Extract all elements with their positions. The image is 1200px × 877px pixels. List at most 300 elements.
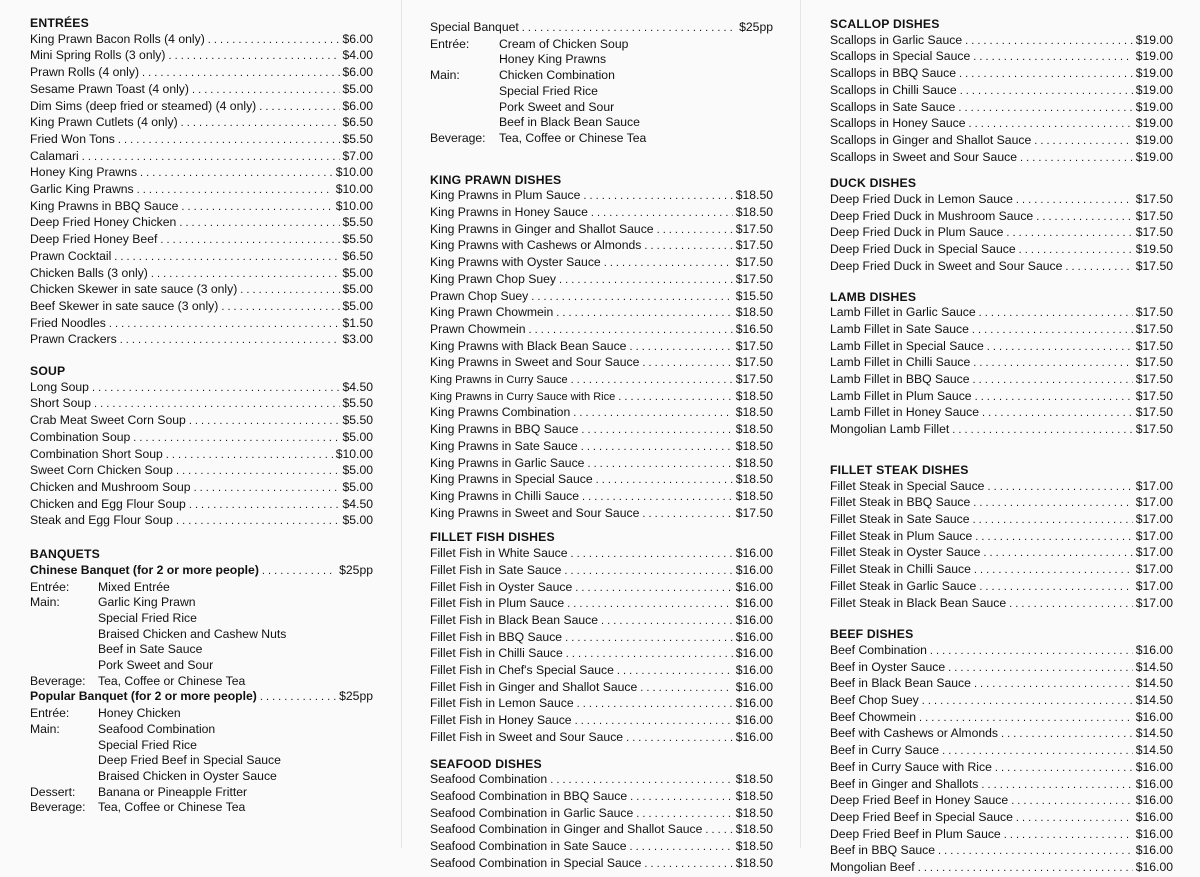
dot-leader (657, 223, 733, 239)
dot-leader (1065, 260, 1132, 276)
menu-item-price: $17.50 (735, 372, 773, 387)
banquet-header (30, 689, 373, 706)
dot-leader (591, 206, 733, 222)
menu-item-price: $16.00 (1135, 826, 1173, 841)
menu-item-name: Prawn Rolls (4 only) (30, 65, 140, 80)
dot-leader (601, 614, 733, 630)
menu-item-name: King Prawns in Chilli Sauce (430, 488, 580, 503)
course-label: Entrée: (430, 36, 470, 51)
menu-item (30, 149, 373, 166)
menu-item-price: $10.00 (335, 182, 373, 197)
menu-item (830, 372, 1173, 389)
menu-item-name: Lamb Fillet in Sate Sauce (830, 321, 969, 336)
menu-item-name: Fried Won Tons (30, 131, 115, 146)
menu-item-name: King Prawns with Oyster Sauce (430, 255, 601, 270)
course-label: Dessert: (30, 784, 76, 799)
menu-item-name: Scallops in Sweet and Sour Sauce (830, 149, 1017, 164)
banquet-name: Special Banquet (430, 20, 519, 34)
menu-item-price: $19.00 (1135, 49, 1173, 64)
dot-leader (975, 530, 1132, 546)
banquet-course (30, 722, 373, 738)
menu-item (430, 713, 773, 730)
section-title: FILLET STEAK DISHES (830, 462, 969, 477)
dot-leader (221, 300, 339, 316)
menu-item (830, 305, 1173, 322)
menu-item-name: Scallops in Sate Sauce (830, 99, 956, 114)
menu-item (430, 839, 773, 856)
menu-item-price: $17.50 (735, 355, 773, 370)
menu-item-price: $14.50 (1135, 743, 1173, 758)
menu-item-name: Chicken and Mushroom Soup (30, 479, 191, 494)
menu-item-price: $4.50 (342, 496, 373, 511)
menu-item (830, 150, 1173, 167)
dot-leader (952, 423, 1132, 439)
menu-item-price: $18.50 (735, 422, 773, 437)
menu-item (830, 405, 1173, 422)
menu-item (830, 693, 1173, 710)
menu-item-price: $5.50 (342, 413, 373, 428)
menu-item (30, 266, 373, 283)
banquet-header (30, 563, 373, 580)
course-label: Beverage: (430, 130, 486, 145)
course-item: Braised Chicken in Oyster Sauce (98, 768, 277, 783)
menu-item-name: Fillet Fish in Honey Sauce (430, 713, 572, 728)
menu-item (830, 339, 1173, 356)
dot-leader (142, 66, 339, 82)
section-scallop (830, 17, 1173, 166)
menu-item-price: $18.50 (735, 855, 773, 870)
section-title: KING PRAWN DISHES (430, 172, 562, 187)
menu-item-name: Combination Short Soup (30, 446, 163, 461)
menu-item-name: Sesame Prawn Toast (4 only) (30, 81, 189, 96)
dot-leader (118, 133, 340, 149)
menu-item-price: $17.50 (1135, 258, 1173, 273)
dot-leader (522, 21, 736, 37)
dot-leader (1016, 193, 1133, 209)
menu-item (30, 413, 373, 430)
menu-item-price: $6.00 (342, 98, 373, 113)
banquet-course (430, 52, 773, 68)
dot-leader (176, 464, 340, 480)
menu-list (830, 305, 1173, 439)
dot-leader (260, 690, 336, 706)
menu-item (30, 232, 373, 249)
menu-item-price: $17.00 (1135, 511, 1173, 526)
dot-leader (630, 790, 733, 806)
menu-item (30, 249, 373, 266)
menu-item-price: $17.50 (1135, 355, 1173, 370)
course-label: Main: (430, 68, 460, 83)
dot-leader (982, 406, 1133, 422)
dot-leader (137, 183, 333, 199)
menu-item (30, 32, 373, 49)
menu-item (430, 422, 773, 439)
banquet-course (30, 785, 373, 801)
menu-list (830, 192, 1173, 276)
menu-list (830, 643, 1173, 877)
dot-leader (94, 397, 340, 413)
menu-item-name: King Prawns with Cashews or Almonds (430, 238, 642, 253)
dot-leader (948, 661, 1133, 677)
menu-item (830, 225, 1173, 242)
menu-item (430, 188, 773, 205)
menu-item-price: $16.00 (735, 562, 773, 577)
course-item: Braised Chicken and Cashew Nuts (98, 626, 287, 641)
dot-leader (160, 233, 339, 249)
menu-item-name: Beef in Oyster Sauce (830, 659, 946, 674)
banquet-course (30, 611, 373, 627)
dot-leader (529, 323, 733, 339)
menu-item-name: Fillet Steak in BBQ Sauce (830, 495, 971, 510)
menu-list (30, 380, 373, 530)
menu-item-name: King Prawn Cutlets (4 only) (30, 115, 178, 130)
dot-leader (604, 256, 733, 272)
menu-item (430, 289, 773, 306)
menu-item-name: Scallops in BBQ Sauce (830, 66, 957, 81)
menu-item (830, 760, 1173, 777)
menu-item (30, 165, 373, 182)
course-item: Beef in Sate Sauce (98, 642, 203, 657)
dot-leader (189, 498, 340, 514)
course-item: Pork Sweet and Sour (499, 99, 615, 114)
dot-leader (618, 390, 732, 406)
menu-item (830, 242, 1173, 259)
menu-item (830, 479, 1173, 496)
menu-item-name: Scallops in Special Sauce (830, 49, 971, 64)
menu-item-name: King Prawns in Sweet and Sour Sauce (430, 505, 640, 520)
dot-leader (581, 440, 733, 456)
course-label: Main: (30, 595, 60, 610)
menu-item-price: $18.50 (735, 188, 773, 203)
menu-item-name: Lamb Fillet in Special Sauce (830, 338, 984, 353)
menu-item-price: $16.00 (735, 646, 773, 661)
dot-leader (176, 514, 340, 530)
banquet-header (430, 20, 773, 37)
course-label: Beverage: (30, 673, 86, 688)
dot-leader (575, 714, 733, 730)
menu-item-name: King Prawn Chop Suey (430, 271, 557, 286)
menu-item (830, 495, 1173, 512)
dot-leader (974, 677, 1133, 693)
menu-item-name: Deep Fried Duck in Sweet and Sour Sauce (830, 258, 1063, 273)
menu-item (830, 676, 1173, 693)
dot-leader (987, 340, 1133, 356)
menu-item-price: $18.50 (735, 438, 773, 453)
banquet-course (430, 68, 773, 84)
menu-item-name: Deep Fried Beef in Plum Sauce (830, 826, 1001, 841)
menu-item (830, 389, 1173, 406)
menu-item (830, 596, 1173, 613)
dot-leader (973, 373, 1133, 389)
menu-item-name: Chicken Skewer in sate sauce (3 only) (30, 282, 238, 297)
menu-item-name: Beef in Ginger and Shallots (830, 776, 979, 791)
banquet-price: $25pp (739, 20, 773, 34)
menu-list (830, 479, 1173, 613)
dot-leader (583, 189, 732, 205)
menu-item-name: Fillet Steak in Chilli Sauce (830, 562, 971, 577)
menu-item-price: $16.00 (735, 596, 773, 611)
dot-leader (981, 778, 1132, 794)
dot-leader (959, 67, 1133, 83)
menu-item-name: Deep Fried Honey Chicken (30, 215, 177, 230)
menu-item-price: $18.50 (735, 805, 773, 820)
menu-item-name: Sweet Corn Chicken Soup (30, 463, 173, 478)
menu-item-name: Dim Sims (deep fried or steamed) (4 only) (30, 98, 257, 113)
menu-item-price: $17.50 (735, 238, 773, 253)
section-seafood (430, 757, 773, 873)
fold-line (401, 0, 402, 848)
menu-item (430, 489, 773, 506)
menu-item (430, 596, 773, 613)
banquet-course (30, 769, 373, 785)
menu-item-price: $14.50 (1135, 726, 1173, 741)
menu-item-price: $5.00 (342, 429, 373, 444)
menu-item-price: $17.50 (735, 505, 773, 520)
course-item: Pork Sweet and Sour (98, 658, 214, 673)
menu-item-name: Seafood Combination in BBQ Sauce (430, 788, 628, 803)
menu-item (830, 827, 1173, 844)
dot-leader (550, 773, 733, 789)
menu-item-price: $5.50 (342, 396, 373, 411)
menu-item (430, 822, 773, 839)
menu-item-price: $17.50 (735, 255, 773, 270)
course-item: Honey King Prawns (499, 52, 607, 67)
menu-item-name: King Prawn Bacon Rolls (4 only) (30, 31, 205, 46)
section-entrees (30, 16, 373, 349)
menu-item-price: $3.00 (342, 332, 373, 347)
dot-leader (636, 807, 732, 823)
menu-item (430, 355, 773, 372)
dot-leader (995, 761, 1133, 777)
menu-item-name: Beef Chop Suey (830, 693, 919, 708)
menu-item-name: Prawn Cocktail (30, 248, 112, 263)
menu-item-name: Fillet Fish in Sweet and Sour Sauce (430, 729, 624, 744)
dot-leader (166, 448, 333, 464)
menu-item-name: Garlic King Prawns (30, 182, 134, 197)
menu-item-name: Mongolian Lamb Fillet (830, 422, 950, 437)
dot-leader (629, 340, 732, 356)
dot-leader (644, 857, 732, 873)
menu-item-name: King Prawns in Special Sauce (430, 472, 593, 487)
menu-item-name: Fillet Steak in Garlic Sauce (830, 578, 977, 593)
menu-item (430, 305, 773, 322)
menu-item-name: Prawn Crackers (30, 332, 117, 347)
menu-item (30, 282, 373, 299)
banquet-course (30, 595, 373, 611)
dot-leader (617, 664, 733, 680)
menu-item-name: Fried Noodles (30, 315, 106, 330)
menu-item (430, 680, 773, 697)
menu-item-price: $5.50 (342, 215, 373, 230)
menu-item (30, 430, 373, 447)
dot-leader (140, 166, 333, 182)
menu-item (430, 730, 773, 747)
menu-item-name: King Prawns in Sweet and Sour Sauce (430, 355, 640, 370)
section-special-banquet (430, 20, 773, 147)
section-soup (30, 364, 373, 530)
menu-item-price: $16.00 (735, 612, 773, 627)
dot-leader (559, 273, 733, 289)
dot-leader (92, 381, 340, 397)
course-item: Cream of Chicken Soup (499, 36, 629, 51)
menu-item-price: $17.50 (1135, 405, 1173, 420)
menu-item-name: King Prawns in Plum Sauce (430, 188, 581, 203)
course-item: Tea, Coffee or Chinese Tea (98, 800, 246, 815)
menu-item-name: King Prawns with Black Bean Sauce (430, 338, 627, 353)
menu-item (830, 512, 1173, 529)
dot-leader (973, 356, 1133, 372)
menu-item (430, 439, 773, 456)
dot-leader (114, 250, 339, 266)
menu-item-name: King Prawn Chowmein (430, 305, 554, 320)
menu-item-price: $5.00 (342, 463, 373, 478)
menu-item-price: $16.00 (735, 713, 773, 728)
banquet-price: $25pp (339, 689, 373, 704)
menu-item (430, 772, 773, 789)
menu-item-price: $17.00 (1135, 495, 1173, 510)
menu-item-price: $18.50 (735, 822, 773, 837)
menu-item (430, 339, 773, 356)
dot-leader (1009, 597, 1133, 613)
menu-item (30, 316, 373, 333)
section-title: SCALLOP DISHES (830, 17, 940, 31)
section-beef (830, 627, 1173, 877)
menu-item-price: $10.00 (335, 446, 373, 461)
course-item: Mixed Entrée (98, 579, 170, 594)
menu-item (830, 116, 1173, 133)
banquet-course (430, 100, 773, 116)
dot-leader (573, 406, 732, 422)
menu-item-price: $17.50 (1135, 305, 1173, 320)
menu-item-name: Fillet Fish in Plum Sauce (430, 596, 565, 611)
banquet-course (30, 642, 373, 658)
menu-item-price: $17.50 (1135, 321, 1173, 336)
section-title: BEEF DISHES (830, 627, 914, 642)
menu-item (830, 810, 1173, 827)
menu-item (430, 806, 773, 823)
dot-leader (983, 546, 1132, 562)
menu-item (30, 480, 373, 497)
course-item: Special Fried Rice (499, 83, 598, 98)
menu-item (830, 133, 1173, 150)
fold-line (800, 0, 801, 848)
menu-item (430, 789, 773, 806)
menu-item-name: Fillet Fish in Oyster Sauce (430, 579, 573, 594)
menu-item-price: $17.50 (1135, 422, 1173, 437)
menu-item-name: Calamari (30, 148, 79, 163)
menu-item-name: King Prawns in Ginger and Shallot Sauce (430, 221, 654, 236)
menu-item-name: Beef Skewer in sate sauce (3 only) (30, 298, 219, 313)
menu-list (830, 33, 1173, 167)
menu-item-name: Chicken and Egg Flour Soup (30, 496, 186, 511)
dot-leader (133, 431, 339, 447)
menu-item (830, 100, 1173, 117)
dot-leader (1001, 727, 1133, 743)
menu-item-name: Seafood Combination in Ginger and Shallot Sauce (430, 822, 703, 837)
menu-item-price: $5.00 (342, 282, 373, 297)
menu-item (30, 215, 373, 232)
dot-leader (973, 513, 1133, 529)
menu-item-name: Steak and Egg Flour Soup (30, 513, 173, 528)
course-item: Deep Fried Beef in Special Sauce (98, 753, 281, 768)
course-label: Main: (30, 721, 60, 736)
menu-item-price: $16.50 (735, 321, 773, 336)
menu-item-price: $17.00 (1135, 595, 1173, 610)
menu-item-price: $16.00 (735, 546, 773, 561)
menu-item-name: Beef in Curry Sauce (830, 743, 940, 758)
menu-item (30, 182, 373, 199)
dot-leader (259, 100, 339, 116)
dot-leader (181, 200, 332, 216)
course-item: Seafood Combination (98, 721, 216, 736)
dot-leader (192, 83, 340, 99)
menu-item-price: $17.50 (735, 338, 773, 353)
section-fillet-fish (430, 530, 773, 746)
banquet-course (430, 131, 773, 147)
menu-item (830, 643, 1173, 660)
dot-leader (975, 390, 1133, 406)
menu-item-name: Long Soup (30, 379, 89, 394)
menu-item-name: Fillet Fish in White Sauce (430, 546, 568, 561)
menu-item (430, 255, 773, 272)
dot-leader (642, 356, 732, 372)
menu-item-price: $16.00 (735, 679, 773, 694)
menu-item-name: Fillet Steak in Sate Sauce (830, 511, 970, 526)
menu-item (830, 710, 1173, 727)
dot-leader (208, 33, 340, 49)
section-title: LAMB DISHES (830, 289, 917, 304)
menu-item (830, 259, 1173, 276)
menu-item-price: $17.00 (1135, 528, 1173, 543)
menu-item-price: $18.50 (735, 472, 773, 487)
course-item: Special Fried Rice (98, 737, 197, 752)
menu-item-price: $17.00 (1135, 562, 1173, 577)
menu-item-name: Scallops in Honey Sauce (830, 116, 966, 131)
menu-item-name: Fillet Fish in Lemon Sauce (430, 696, 574, 711)
menu-item-price: $18.50 (735, 839, 773, 854)
menu-item (30, 48, 373, 65)
menu-item-name: Mongolian Beef (830, 860, 915, 875)
menu-item (430, 630, 773, 647)
banquet-course (430, 115, 773, 131)
menu-item-name: Beef in Black Bean Sauce (830, 676, 971, 691)
menu-item (430, 222, 773, 239)
banquet-name: Chinese Banquet (for 2 or more people) (30, 562, 259, 577)
dot-leader (973, 496, 1132, 512)
menu-item (830, 777, 1173, 794)
menu-item-price: $19.00 (1135, 132, 1173, 147)
dot-leader (918, 861, 1133, 877)
banquet-course (30, 800, 373, 816)
dot-leader (942, 744, 1133, 760)
menu-item-price: $16.00 (1135, 843, 1173, 858)
menu-item (30, 199, 373, 216)
dot-leader (979, 580, 1132, 596)
menu-item-name: Fillet Steak in Plum Sauce (830, 528, 973, 543)
dot-leader (973, 50, 1132, 66)
dot-leader (564, 564, 732, 580)
menu-item-price: $16.00 (1135, 793, 1173, 808)
dot-leader (626, 731, 733, 747)
course-item: Beef in Black Bean Sauce (499, 115, 640, 130)
menu-item (830, 33, 1173, 50)
menu-item-price: $19.00 (1135, 99, 1173, 114)
dot-leader (262, 564, 336, 580)
menu-item-name: Fillet Fish in Chilli Sauce (430, 646, 563, 661)
menu-item-name: Deep Fried Duck in Lemon Sauce (830, 192, 1013, 207)
menu-item-name: Lamb Fillet in Plum Sauce (830, 388, 972, 403)
course-label: Beverage: (30, 800, 86, 815)
